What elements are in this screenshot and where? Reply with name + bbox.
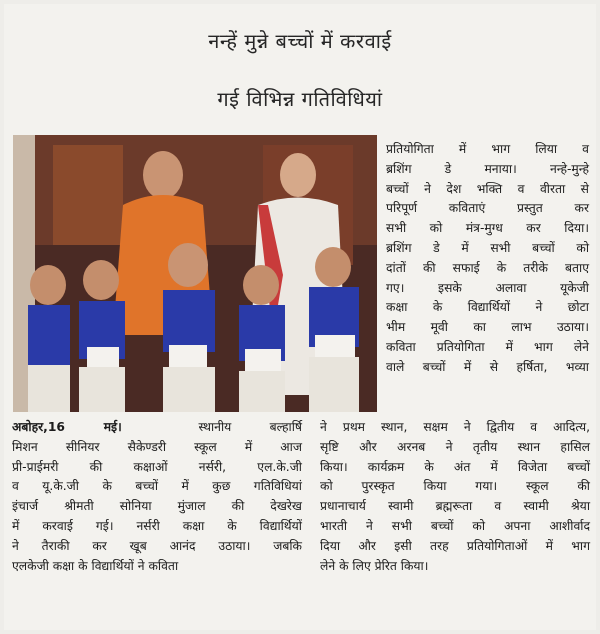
- text-line: में करवाई गई। नर्सरी कक्षा के विद्यार्थियों: [12, 518, 302, 533]
- text-line: ब्रशिंग डे मनाया। नन्हे-मुन्हे: [386, 161, 589, 176]
- text-line: लेने के लिए प्रेरित किया।: [320, 558, 429, 573]
- text-line: भीम मूवी का लाभ उठाया।: [386, 320, 589, 335]
- text-line: परिपूर्ण कविताएं प्रस्तुत कर: [386, 201, 589, 216]
- text-line: कविता प्रतियोगिता में भाग लेने: [386, 339, 589, 354]
- text-line: को पुरस्कृत किया गया। स्कूल की: [320, 479, 590, 494]
- text-line: कक्षा के विद्यार्थियों ने छोटा: [386, 300, 589, 315]
- article-photo: [13, 135, 377, 412]
- headline-line-1: नन्हें मुन्ने बच्चों में करवाई: [208, 29, 392, 53]
- text-fragment: स्थानीय बल्हार्षि: [198, 420, 302, 434]
- text-line: वाले बच्चों में से हर्षिता, भव्या: [386, 359, 589, 374]
- text-line: ने तैराकी कर खूब आनंद उठाया। जबकि: [12, 538, 302, 553]
- text-line-first: [12, 418, 302, 438]
- text-line: सभी को मंत्र-मुग्ध कर दिया।: [386, 221, 589, 236]
- text-line: दांतों की सफाई के तरीके बताए: [386, 260, 589, 275]
- headline-line-2: गई विभिन्न गतिविधियां: [217, 87, 383, 111]
- text-line: गए। इसके अलावा यूकेजी: [386, 280, 589, 295]
- article-column-right-top: [386, 140, 589, 378]
- text-line: व यू.के.जी के बच्चों में कुछ गतिविधियां: [12, 479, 302, 494]
- text-line: भारती ने सभी बच्चों को अपना आशीर्वाद: [320, 518, 590, 533]
- text-line: प्री-प्राईमरी की कक्षाओं नर्सरी, एल.के.जी: [12, 459, 302, 474]
- text-line: प्रतियोगिता में भाग लिया व: [386, 142, 589, 156]
- text-line: बच्चों ने देश भक्ति व वीरता से: [386, 181, 589, 196]
- dateline: अबोहर,16 मई।: [12, 420, 122, 434]
- text-line: इंचार्ज श्रीमती सोनिया मुंजाल की देखरेख: [12, 499, 302, 514]
- article-column-right-bottom: [320, 418, 590, 576]
- article-column-left-bottom: [12, 418, 302, 576]
- text-line: ब्रशिंग डे में सभी बच्चों को: [386, 240, 589, 255]
- text-line: प्रधानाचार्य स्वामी ब्रह्मरूता व स्वामी श्रेया: [320, 499, 590, 514]
- text-line: किया। कार्यक्रम के अंत में विजेता बच्चों: [320, 459, 590, 474]
- text-line: एलकेजी कक्षा के विद्यार्थियों ने कविता: [12, 558, 179, 573]
- children-group-photo: [13, 135, 377, 412]
- text-line: मिशन सीनियर सैकेण्डरी स्कूल में आज: [12, 439, 302, 454]
- text-line: दिया और इसी तरह प्रतियोगिताओं में भाग: [320, 538, 590, 553]
- text-line: सृष्टि और अरनब ने तृतीय स्थान हासिल: [320, 439, 590, 454]
- text-line: ने प्रथम स्थान, सक्षम ने द्वितीय व आदित्य,: [320, 420, 590, 434]
